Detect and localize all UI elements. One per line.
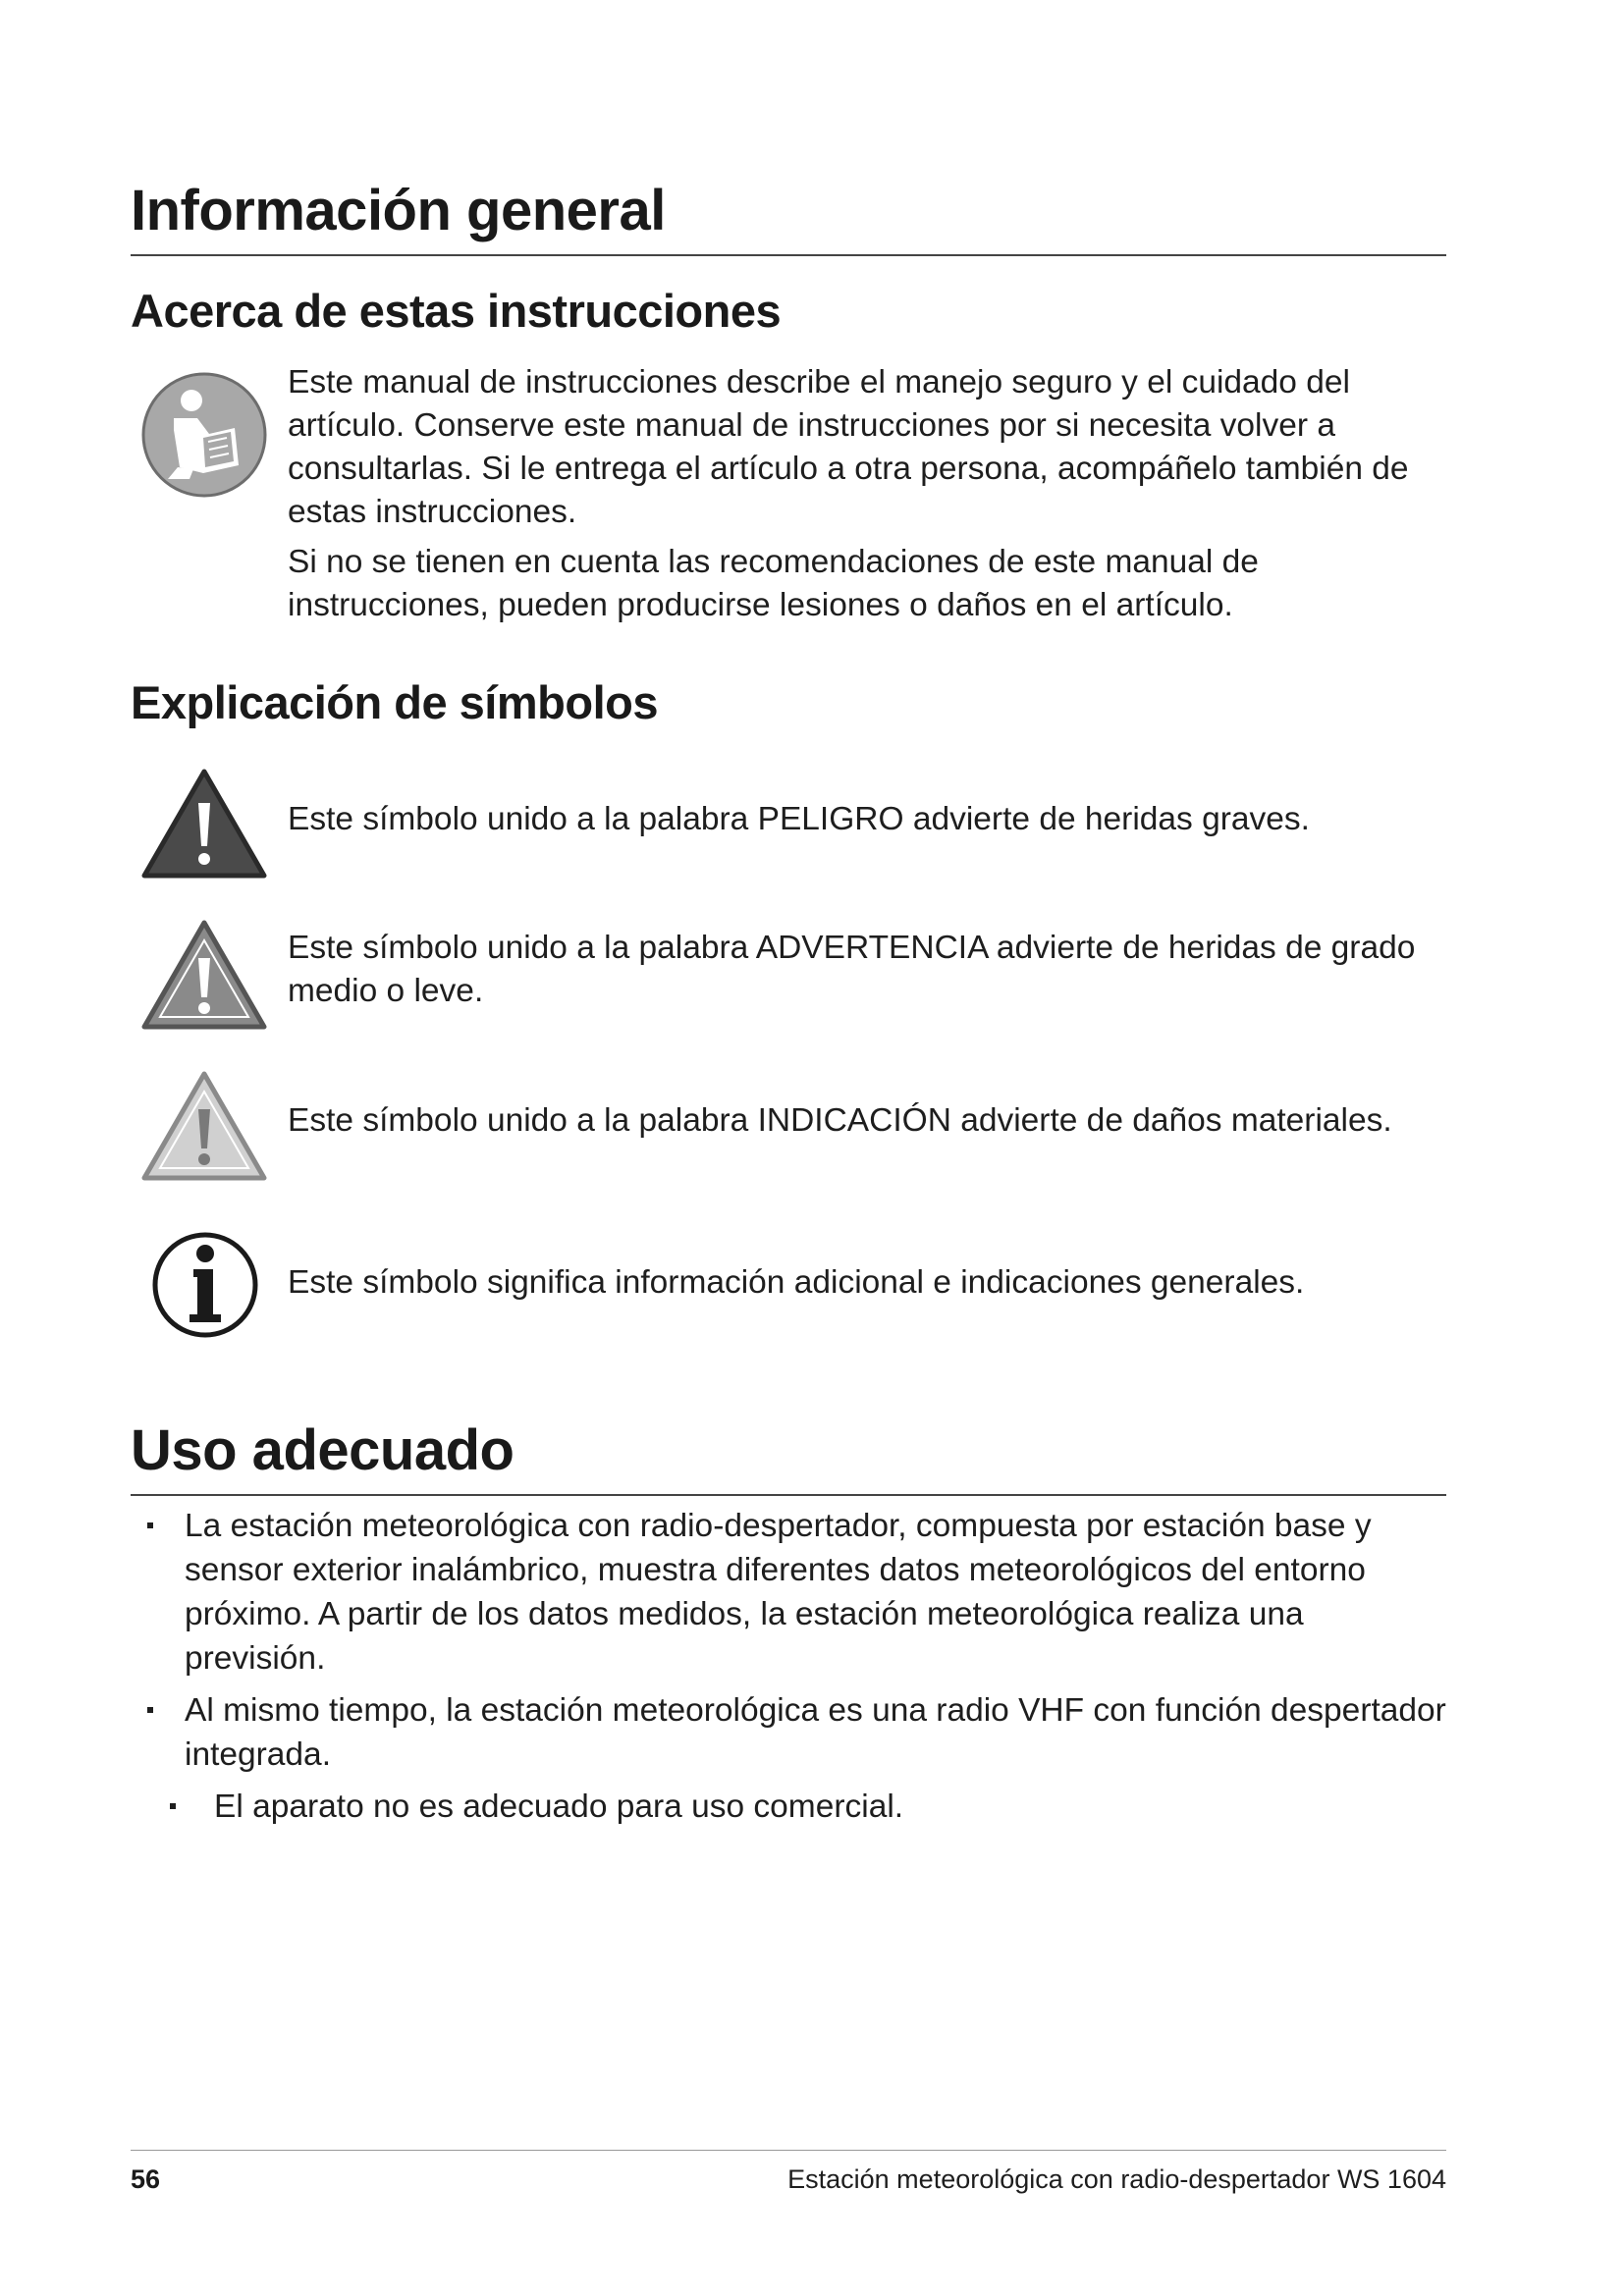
- subsection-title-symbols: Explicación de símbolos: [131, 676, 658, 728]
- page-number: 56: [131, 2164, 161, 2194]
- footer-divider: [131, 2150, 1446, 2151]
- usage-bullet-text: Al mismo tiempo, la estación meteorológica es una radio VHF con función despertador integrada.: [185, 1692, 1446, 1773]
- advertencia-warning-icon: [140, 919, 268, 1038]
- section-divider-usage: [131, 1494, 1446, 1496]
- usage-bullet-text: La estación meteorológica con radio-despertador, compuesta por estación base y sensor exterior inalámbrico, muestra diferentes datos meteorológicos del entorno próximo. A partir de los datos medidos, la estación meteorológica realiza una previsión.: [185, 1508, 1372, 1677]
- danger-warning-icon: [140, 768, 268, 886]
- section-divider-general: [131, 254, 1446, 256]
- subsection-title-about: Acerca de estas instrucciones: [131, 285, 782, 337]
- list-item: [131, 1688, 1451, 1777]
- symbol-text-info: Este símbolo significa información adicional e indicaciones generales.: [288, 1264, 1305, 1301]
- symbol-text-indicacion: Este símbolo unido a la palabra INDICACIÓN advierte de daños materiales.: [288, 1102, 1392, 1139]
- bullet-marker: [170, 1803, 176, 1809]
- usage-bullet-text: El aparato no es adecuado para uso comercial.: [214, 1789, 904, 1825]
- section-title-usage: Uso adecuado: [131, 1418, 514, 1482]
- bullet-marker: [147, 1522, 153, 1528]
- list-item: [131, 1785, 1451, 1829]
- info-icon: [150, 1230, 260, 1345]
- section-title-general: Información general: [131, 179, 666, 242]
- symbol-text-advertencia: Este símbolo unido a la palabra ADVERTENCIA advierte de heridas de grado medio o leve.: [288, 930, 1416, 1009]
- indicacion-warning-icon: [140, 1070, 268, 1189]
- bullet-marker: [147, 1707, 153, 1713]
- about-paragraph-1: Este manual de instrucciones describe el manejo seguro y el cuidado del artículo. Conserve este manual de instrucciones por si necesita volver a consultarlas. Si le entrega el artículo a otra persona, acompáñelo también de estas instrucciones.: [288, 364, 1409, 530]
- footer-product-title: Estación meteorológica con radio-despertador WS 1604: [787, 2164, 1446, 2194]
- read-manual-icon: [140, 371, 268, 504]
- symbol-text-danger: Este símbolo unido a la palabra PELIGRO advierte de heridas graves.: [288, 801, 1310, 837]
- about-paragraph-2: Si no se tienen en cuenta las recomendaciones de este manual de instrucciones, pueden producirse lesiones o daños en el artículo.: [288, 544, 1259, 623]
- usage-bullet-list: [131, 1504, 1451, 1837]
- list-item: [131, 1504, 1451, 1681]
